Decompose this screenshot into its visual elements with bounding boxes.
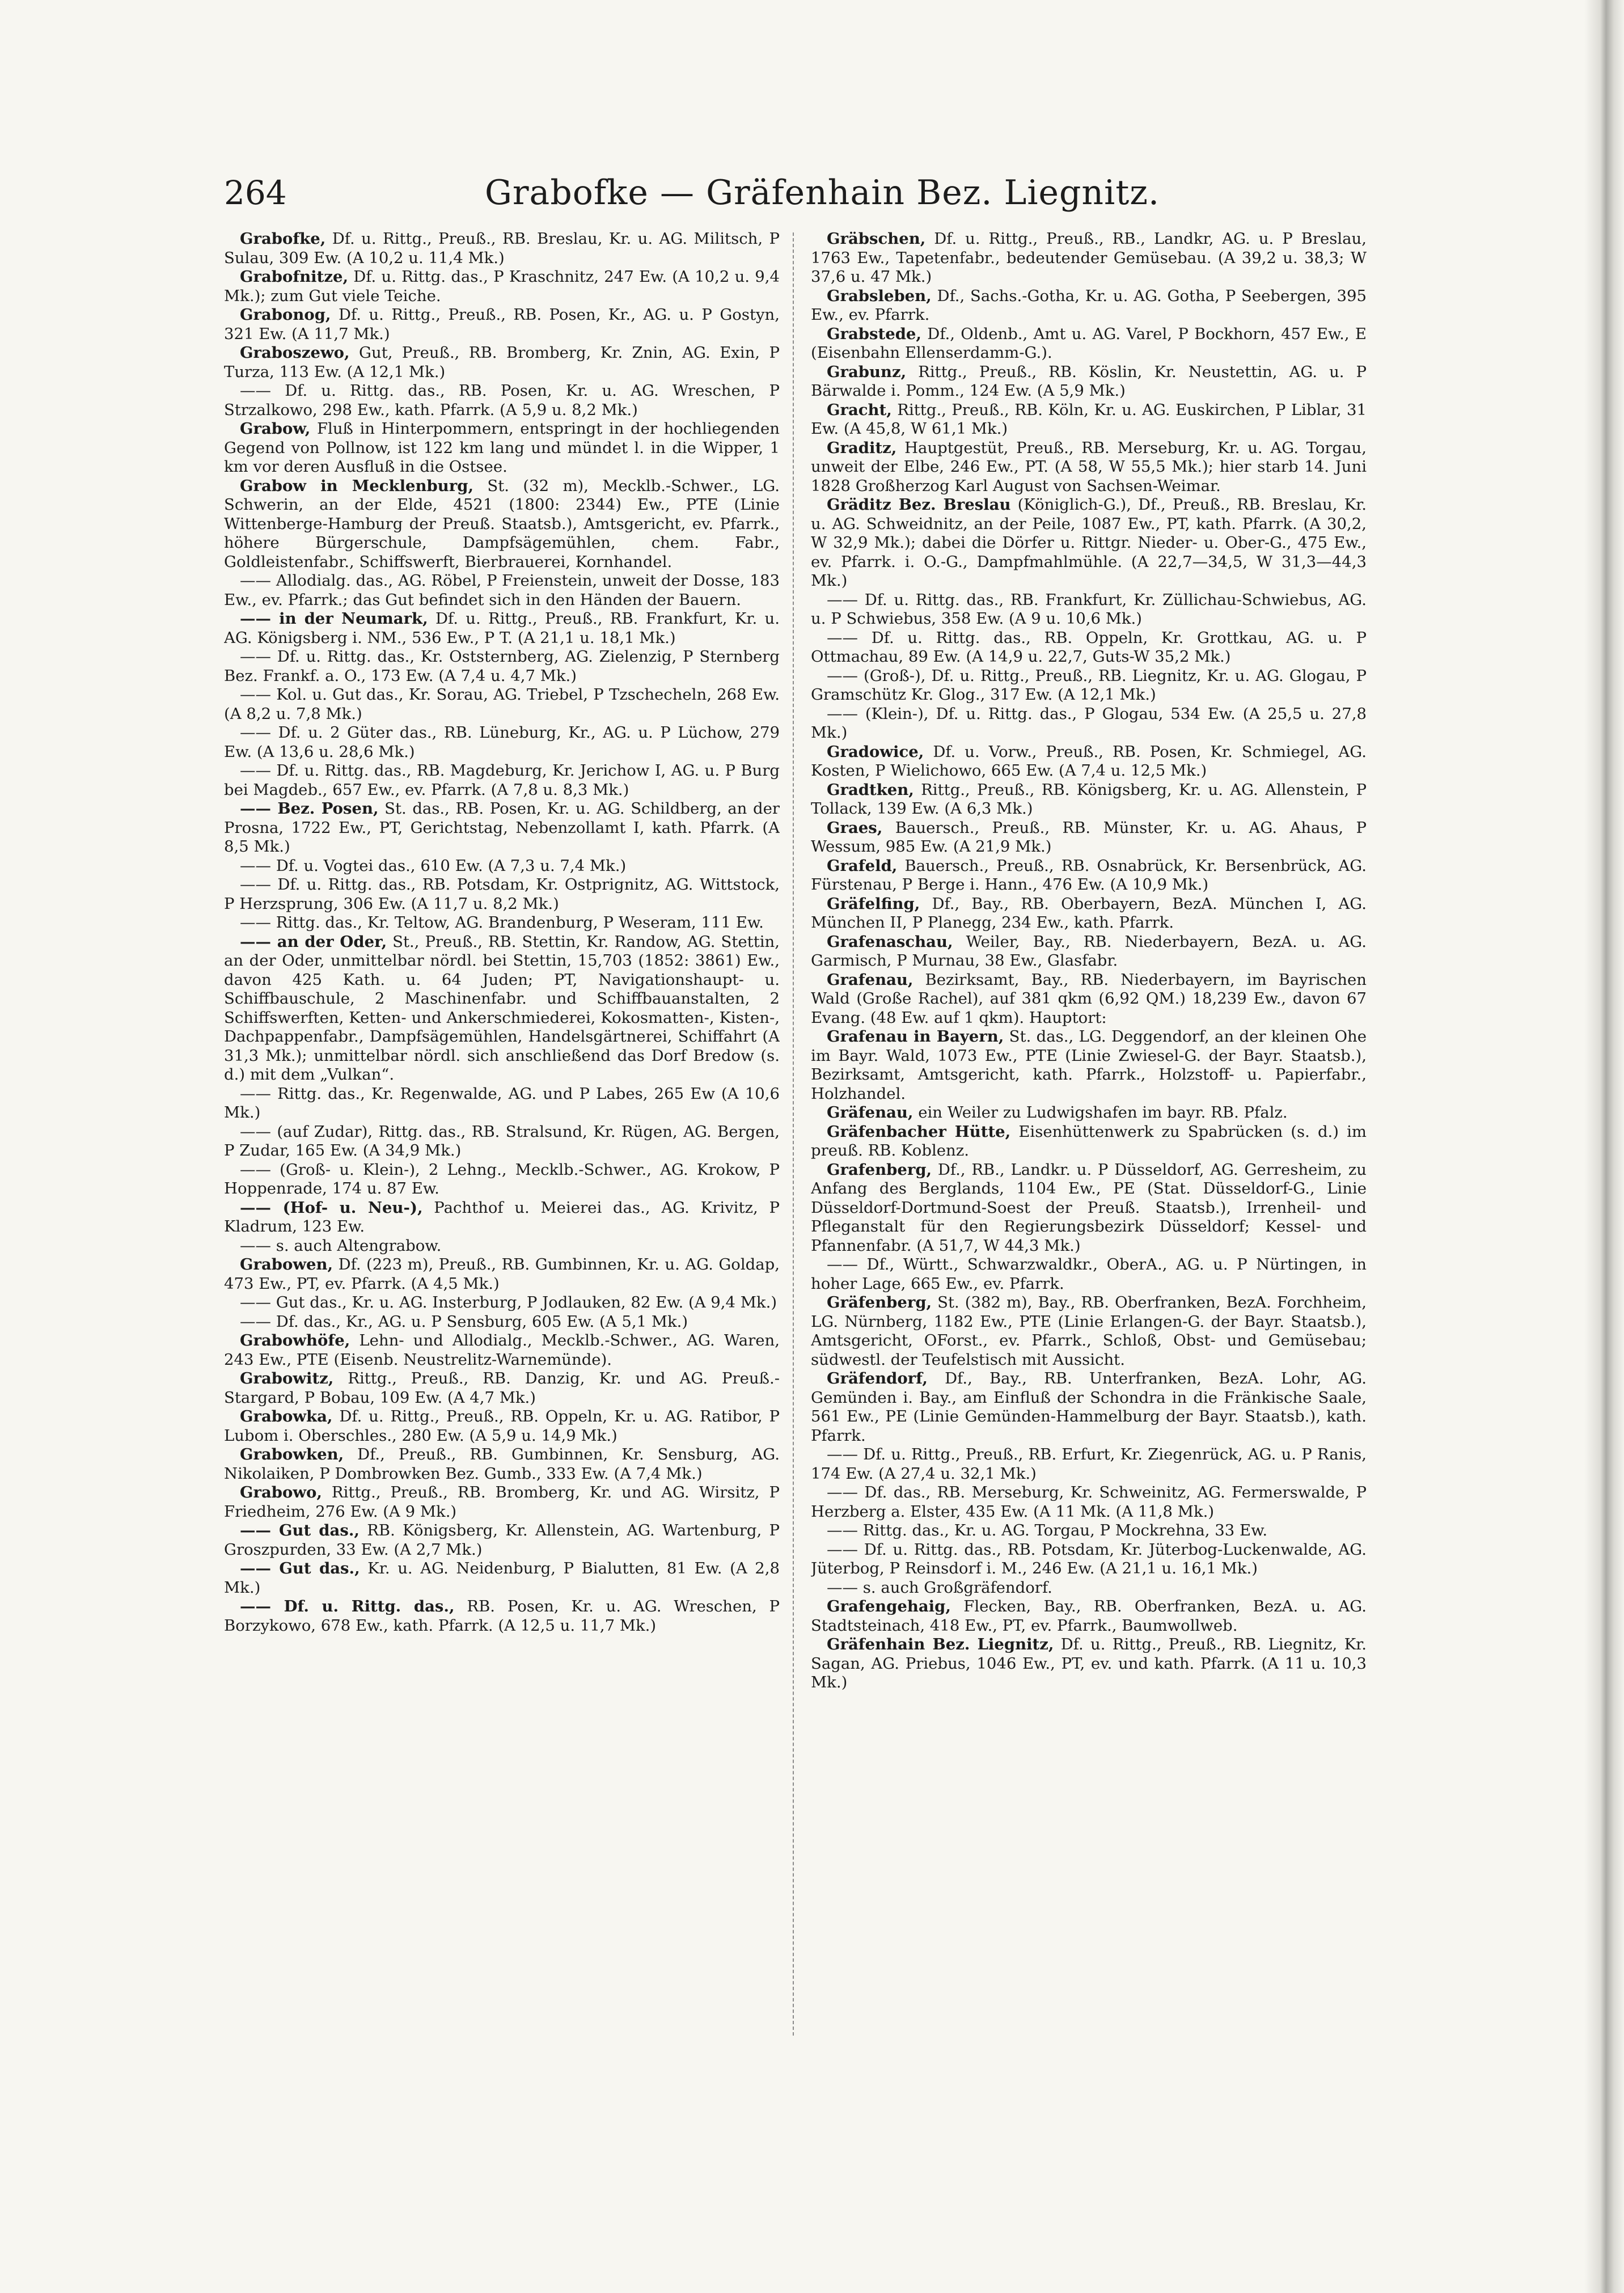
- dictionary-entry: [224, 1255, 780, 1293]
- entry-text: Df. u. Rittg., Preuß., RB. Oppeln, Kr. u. AG. Ratibor, P Lubom i. Oberschles., 280 Ew. (A 5,9 u. 14,9 Mk.): [224, 1407, 780, 1445]
- dictionary-entry: [811, 1483, 1367, 1521]
- entry-headword: —— Bez. Posen,: [240, 799, 379, 818]
- dictionary-entry: [811, 1597, 1367, 1635]
- entry-text: Lehn- und Allodialg., Mecklb.-Schwer., AG. Waren, 243 Ew., PTE (Eisenb. Neustrelitz-Warnemünde).: [224, 1331, 780, 1369]
- entry-text: —— Df., Württ., Schwarzwaldkr., OberA., AG. u. P Nürtingen, in hoher Lage, 665 Ew., ev. Pfarrk.: [811, 1255, 1367, 1293]
- entry-text: Df. u. Rittg., Preuß., RB. Breslau, Kr. u. AG. Militsch, P Sulau, 309 Ew. (A 10,2 u. 11,4 Mk.): [224, 230, 780, 267]
- column-divider: [793, 232, 794, 2036]
- entry-text: —— Df. u. Rittg., Preuß., RB. Erfurt, Kr. Ziegenrück, AG. u. P Ranis, 174 Ew. (A 27,4 u. 32,1 Mk.): [811, 1445, 1367, 1483]
- entry-headword: Grafengehaig,: [827, 1597, 951, 1615]
- dictionary-entry: [224, 268, 780, 306]
- dictionary-entry: [811, 496, 1367, 591]
- entry-text: —— Df. u. Vogtei das., 610 Ew. (A 7,3 u. 7,4 Mk.): [240, 856, 627, 875]
- dictionary-entry: [811, 971, 1367, 1028]
- dictionary-entry: [811, 895, 1367, 933]
- entry-headword: Gräfenberg,: [827, 1293, 932, 1312]
- entry-text: St. das., LG. Deggendorf, an der kleinen Ohe im Bayr. Wald, 1073 Ew., PTE (Linie Zwiesel-G. der Bayr. Staatsb.), Bezirksamt, Amtsgericht, kath. Pfarrk., Holzstoff- u. Papierfabr., Holzhandel.: [811, 1027, 1367, 1103]
- entry-text: Rittg., Preuß., RB. Köslin, Kr. Neustettin, AG. u. P Bärwalde i. Pomm., 124 Ew. (A 5,9 Mk.): [811, 362, 1367, 400]
- dictionary-entry: [224, 382, 780, 420]
- entry-headword: Grafeld,: [827, 856, 898, 875]
- dictionary-entry: [811, 1103, 1367, 1123]
- entry-text: —— Df. u. Rittg. das., RB. Oppeln, Kr. Grottkau, AG. u. P Ottmachau, 89 Ew. (A 14,9 u. 22,7, Guts-W 35,2 Mk.): [811, 628, 1367, 666]
- entry-text: —— Df. das., RB. Merseburg, Kr. Schweinitz, AG. Fermerswalde, P Herzberg a. Elster, 435 Ew. (A 11 Mk. (A 11,8 Mk.): [811, 1483, 1367, 1521]
- dictionary-entry: [811, 1255, 1367, 1293]
- entry-text: Df., Sachs.-Gotha, Kr. u. AG. Gotha, P Seebergen, 395 Ew., ev. Pfarrk.: [811, 286, 1367, 324]
- dictionary-entry: [811, 743, 1367, 781]
- entry-headword: —— (Hof- u. Neu-),: [240, 1198, 423, 1217]
- entry-text: Rittg., Preuß., RB. Köln, Kr. u. AG. Euskirchen, P Liblar, 31 Ew. (A 45,8, W 61,1 Mk.): [811, 400, 1367, 438]
- dictionary-entry: [224, 1483, 780, 1521]
- dictionary-entry: [224, 1161, 780, 1199]
- dictionary-entry: [224, 610, 780, 648]
- entry-headword: Grabstede,: [827, 324, 922, 343]
- dictionary-entry: [811, 1123, 1367, 1161]
- dictionary-entry: [811, 781, 1367, 819]
- entry-text: Df., Oldenb., Amt u. AG. Varel, P Bockhorn, 457 Ew., E (Eisenbahn Ellenserdamm-G.).: [811, 324, 1367, 362]
- dictionary-entry: [811, 1445, 1367, 1483]
- entry-headword: —— Gut das.,: [240, 1521, 360, 1539]
- entry-headword: Grabunz,: [827, 362, 907, 381]
- dictionary-entry: [224, 875, 780, 913]
- entry-headword: Gräfenbacher Hütte,: [827, 1122, 1011, 1141]
- entry-text: Weiler, Bay., RB. Niederbayern, BezA. u. AG. Garmisch, P Murnau, 38 Ew., Glasfabr.: [811, 932, 1367, 970]
- entry-headword: Grabowen,: [240, 1255, 333, 1274]
- entry-text: —— Df. u. Rittg. das., RB. Posen, Kr. u. AG. Wreschen, P Strzalkowo, 298 Ew., kath. Pfarrk. (A 5,9 u. 8,2 Mk.): [224, 382, 780, 419]
- entry-text: Df. u. Rittg., Preuß., RB. Frankfurt, Kr. u. AG. Königsberg i. NM., 536 Ew., P T. (A 21,1 u. 18,1 Mk.): [224, 610, 780, 647]
- dictionary-entry: [224, 1199, 780, 1237]
- entry-headword: Gräditz Bez. Breslau: [827, 496, 1011, 514]
- entry-headword: Gradtken,: [827, 780, 914, 799]
- entry-text: RB. Posen, Kr. u. AG. Wreschen, P Borzykowo, 678 Ew., kath. Pfarrk. (A 12,5 u. 11,7 Mk.): [224, 1597, 780, 1635]
- entry-text: —— (Klein-), Df. u. Rittg. das., P Glogau, 534 Ew. (A 25,5 u. 27,8 Mk.): [811, 704, 1367, 742]
- dictionary-entry: [811, 363, 1367, 401]
- entry-headword: Grabofnitze,: [240, 268, 349, 286]
- entry-text: Bauersch., Preuß., RB. Osnabrück, Kr. Bersenbrück, AG. Fürstenau, P Berge i. Hann., 476 Ew. (A 10,9 Mk.): [811, 856, 1367, 894]
- entry-text: —— Kol. u. Gut das., Kr. Sorau, AG. Triebel, P Tzschecheln, 268 Ew. (A 8,2 u. 7,8 Mk.): [224, 686, 780, 723]
- dictionary-entry: [811, 705, 1367, 743]
- entry-headword: Grabofke,: [240, 230, 326, 248]
- dictionary-entry: [224, 799, 780, 857]
- entry-headword: Grabow in Mecklenburg,: [240, 476, 474, 495]
- dictionary-entry: [811, 1027, 1367, 1103]
- dictionary-entry: [811, 439, 1367, 496]
- entry-text: Gut, Preuß., RB. Bromberg, Kr. Znin, AG. Exin, P Turza, 113 Ew. (A 12,1 Mk.): [224, 344, 780, 381]
- dictionary-entry: [811, 1635, 1367, 1693]
- entry-headword: Graditz,: [827, 438, 897, 457]
- dictionary-entry: [224, 1331, 780, 1369]
- dictionary-entry: [224, 686, 780, 724]
- dictionary-entry: [224, 1445, 780, 1483]
- entry-text: —— Df. u. Rittg. das., RB. Potsdam, Kr. Jüterbog-Luckenwalde, AG. Jüterbog, P Reinsdorf i. M., 246 Ew. (A 21,1 u. 16,1 Mk.): [811, 1540, 1367, 1577]
- entry-text: Df., Bay., RB. Oberbayern, BezA. München I, AG. München II, P Planegg, 234 Ew., kath. Pfarrk.: [811, 894, 1367, 932]
- page-number: 264: [224, 174, 287, 212]
- entry-text: RB. Königsberg, Kr. Allenstein, AG. Wartenburg, P Groszpurden, 33 Ew. (A 2,7 Mk.): [224, 1521, 780, 1559]
- dictionary-entry: [811, 1161, 1367, 1256]
- entry-text: —— Rittg. das., Kr. Teltow, AG. Brandenburg, P Weseram, 111 Ew.: [240, 913, 764, 932]
- dictionary-entry: [224, 913, 780, 933]
- entry-headword: Gräfenhain Bez. Liegnitz,: [827, 1635, 1054, 1653]
- entry-headword: Grabowitz,: [240, 1369, 334, 1387]
- dictionary-entry: [811, 819, 1367, 857]
- entry-text: —— Gut das., Kr. u. AG. Insterburg, P Jodlauken, 82 Ew. (A 9,4 Mk.): [240, 1293, 777, 1312]
- entry-text: —— (auf Zudar), Rittg. das., RB. Stralsund, Kr. Rügen, AG. Bergen, P Zudar, 165 Ew. (A 34,9 Mk.): [224, 1122, 780, 1160]
- dictionary-entry: [224, 648, 780, 686]
- running-title: Grabofke — Gräfenhain Bez. Liegnitz.: [484, 173, 1160, 213]
- entry-text: —— Df. u. Rittg. das., Kr. Oststernberg, AG. Zielenzig, P Sternberg Bez. Frankf. a. O., 173 Ew. (A 7,4 u. 4,7 Mk.): [224, 648, 780, 685]
- dictionary-entry: [811, 933, 1367, 971]
- entry-text: Df. u. Rittg., Preuß., RB. Posen, Kr., AG. u. P Gostyn, 321 Ew. (A 11,7 Mk.): [224, 306, 780, 343]
- entry-text: Eisenhüttenwerk zu Spabrücken (s. d.) im preuß. RB. Koblenz.: [811, 1122, 1367, 1160]
- entry-headword: Grabonog,: [240, 306, 331, 324]
- entry-text: ein Weiler zu Ludwigshafen im bayr. RB. Pfalz.: [913, 1103, 1288, 1122]
- dictionary-entry: [224, 724, 780, 761]
- entry-text: Rittg., Preuß., RB. Bromberg, Kr. und AG. Wirsitz, P Friedheim, 276 Ew. (A 9 Mk.): [224, 1483, 780, 1521]
- dictionary-entry: [224, 1559, 780, 1597]
- dictionary-entry: [224, 1521, 780, 1559]
- entry-headword: Gräfendorf,: [827, 1369, 928, 1387]
- entry-text: —— Rittg. das., Kr. u. AG. Torgau, P Mockrehna, 33 Ew.: [827, 1521, 1268, 1539]
- page-edge-shadow: [1584, 0, 1624, 2293]
- dictionary-entry: [224, 1293, 780, 1313]
- entry-headword: —— an der Oder,: [240, 932, 387, 951]
- dictionary-entry: [224, 1085, 780, 1123]
- dictionary-entry: [811, 1369, 1367, 1445]
- dictionary-entry: [224, 420, 780, 477]
- entry-text: Df. u. Rittg. das., P Kraschnitz, 247 Ew. (A 10,2 u. 9,4 Mk.); zum Gut viele Teiche.: [224, 268, 780, 305]
- entry-text: Flecken, Bay., RB. Oberfranken, BezA. u. AG. Stadtsteinach, 418 Ew., PT, ev. Pfarrk., Baumwollweb.: [811, 1597, 1367, 1635]
- dictionary-entry: [811, 325, 1367, 363]
- dictionary-entry: [811, 629, 1367, 667]
- entry-text: Df., Bay., RB. Unterfranken, BezA. Lohr, AG. Gemünden i. Bay., am Einfluß der Schondra in die Fränkische Saale, 561 Ew., PE (Linie Gemünden-Hammelburg der Bayr. Staatsb.), kath. Pfarrk.: [811, 1369, 1367, 1445]
- entry-headword: Gräfelfing,: [827, 894, 920, 913]
- entry-text: Df. u. Vorw., Preuß., RB. Posen, Kr. Schmiegel, AG. Kosten, P Wielichowo, 665 Ew. (A 7,4 u. 12,5 Mk.): [811, 742, 1367, 780]
- entry-text: Bezirksamt, Bay., RB. Niederbayern, im Bayrischen Wald (Große Rachel), auf 381 qkm (6,92 QM.) 18,239 Ew., davon 67 Evang. (48 Ew. auf 1 qkm). Hauptort:: [811, 970, 1367, 1027]
- entry-headword: Grafenberg,: [827, 1160, 932, 1179]
- entry-text: Df. u. Rittg., Preuß., RB. Liegnitz, Kr. Sagan, AG. Priebus, 1046 Ew., PT, ev. und kath. Pfarrk. (A 11 u. 10,3 Mk.): [811, 1635, 1367, 1691]
- entry-text: Fluß in Hinterpommern, entspringt in der hochliegenden Gegend von Pollnow, ist 122 km lang und mündet l. in die Wipper, 1 km vor deren Ausfluß in die Ostsee.: [224, 420, 780, 476]
- entry-text: Pachthof u. Meierei das., AG. Krivitz, P Kladrum, 123 Ew.: [224, 1198, 780, 1236]
- dictionary-entry: [811, 857, 1367, 895]
- entry-text: —— Df. u. 2 Güter das., RB. Lüneburg, Kr., AG. u. P Lüchow, 279 Ew. (A 13,6 u. 28,6 Mk.): [224, 724, 780, 761]
- entry-headword: Grabowo,: [240, 1483, 322, 1501]
- entry-headword: Graes,: [827, 818, 883, 837]
- entry-text: St., Preuß., RB. Stettin, Kr. Randow, AG. Stettin, an der Oder, unmittelbar nördl. bei Stettin, 15,703 (1852: 3861) Ew., davon 425 Kath. u. 64 Juden; PT, Navigationshaupt- u. Schiffbauschule, 2 Maschinenfabr. und Schiffbauanstalten, 2 Schiffswerften, Ketten- und Ankerschmiederei, Kokosmatten-, Kisten-, Dachpappenfabr., Dampfsägemühlen, Handelsgärtnerei, Schiffahrt (A 31,3 Mk.); unmittelbar nördl. sich anschließend das Dorf Bredow (s. d.) mit dem „Vulkan“.: [224, 932, 780, 1084]
- entry-headword: —— Df. u. Rittg. das.,: [240, 1597, 455, 1615]
- entry-text: St. (32 m), Mecklb.-Schwer., LG. Schwerin, an der Elde, 4521 (1800: 2344) Ew., PTE (Linie Wittenberge-Hamburg der Preuß. Staatsb.), Amtsgericht, ev. Pfarrk., höhere Bürgerschule, Dampfsägemühlen, chem. Fabr., Goldleistenfabr., Schiffswerft, Bierbrauerei, Kornhandel.: [224, 476, 780, 571]
- entry-headword: Grafenau in Bayern,: [827, 1027, 1004, 1046]
- entry-text: —— Allodialg. das., AG. Röbel, P Freienstein, unweit der Dosse, 183 Ew., ev. Pfarrk.; das Gut befindet sich in den Händen der Bauern.: [224, 572, 780, 609]
- dictionary-entry: [811, 230, 1367, 287]
- entry-headword: Graboszewo,: [240, 344, 350, 362]
- entry-headword: Gräbschen,: [827, 230, 926, 248]
- dictionary-entry: [811, 1541, 1367, 1579]
- entry-headword: Grabowka,: [240, 1407, 333, 1425]
- dictionary-entry: [811, 591, 1367, 629]
- entry-text: St. das., RB. Posen, Kr. u. AG. Schildberg, an der Prosna, 1722 Ew., PT, Gerichtstag, Nebenzollamt I, kath. Pfarrk. (A 8,5 Mk.): [224, 799, 780, 856]
- dictionary-entry: [224, 1369, 780, 1407]
- dictionary-entry: [224, 1597, 780, 1635]
- page-header: [224, 170, 1420, 221]
- entry-text: Df., Preuß., RB. Gumbinnen, Kr. Sensburg, AG. Nikolaiken, P Dombrowken Bez. Gumb., 333 Ew. (A 7,4 Mk.): [224, 1445, 780, 1483]
- dictionary-entry: [224, 344, 780, 382]
- entry-text: Rittg., Preuß., RB. Königsberg, Kr. u. AG. Allenstein, P Tollack, 139 Ew. (A 6,3 Mk.): [811, 780, 1367, 818]
- entry-text: —— Rittg. das., Kr. Regenwalde, AG. und P Labes, 265 Ew (A 10,6 Mk.): [224, 1084, 780, 1122]
- dictionary-entry: [224, 1313, 780, 1332]
- entry-text: Rittg., Preuß., RB. Danzig, Kr. und AG. Preuß.-Stargard, P Bobau, 109 Ew. (A 4,7 Mk.): [224, 1369, 780, 1407]
- dictionary-entry: [224, 230, 780, 268]
- entry-text: —— s. auch Altengrabow.: [240, 1236, 442, 1255]
- entry-headword: Grabowhöfe,: [240, 1331, 350, 1349]
- entry-text: —— (Groß-), Df. u. Rittg., Preuß., RB. Liegnitz, Kr. u. AG. Glogau, P Gramschütz Kr. Glog., 317 Ew. (A 12,1 Mk.): [811, 666, 1367, 704]
- entry-text: Df. (223 m), Preuß., RB. Gumbinnen, Kr. u. AG. Goldap, 473 Ew., PT, ev. Pfarrk. (A 4,5 Mk.): [224, 1255, 780, 1293]
- dictionary-entry: [224, 306, 780, 344]
- entry-text: (Königlich-G.), Df., Preuß., RB. Breslau, Kr. u. AG. Schweidnitz, an der Peile, 1087 Ew., PT, kath. Pfarrk. (A 30,2, W 32,9 Mk.); dabei die Dörfer u. Rittgr. Nieder- u. Ober-G., 475 Ew., ev. Pfarrk. i. O.-G., Dampfmahlmühle. (A 22,7—34,5, W 31,3—44,3 Mk.): [811, 496, 1367, 590]
- dictionary-entry: [224, 933, 780, 1085]
- entry-text: Bauersch., Preuß., RB. Münster, Kr. u. AG. Ahaus, P Wessum, 985 Ew. (A 21,9 Mk.): [811, 818, 1367, 856]
- entry-headword: —— in der Neumark,: [240, 610, 428, 628]
- entry-headword: Grabsleben,: [827, 286, 932, 305]
- dictionary-entry: [224, 1237, 780, 1256]
- dictionary-entry: [224, 857, 780, 876]
- entry-text: —— Df. u. Rittg. das., RB. Potsdam, Kr. Ostprignitz, AG. Wittstock, P Herzsprung, 306 Ew. (A 11,7 u. 8,2 Mk.): [224, 875, 780, 913]
- entry-headword: Gräfenau,: [827, 1103, 914, 1122]
- dictionary-entry: [811, 667, 1367, 705]
- dictionary-entry: [224, 572, 780, 610]
- dictionary-entry: [224, 1407, 780, 1445]
- entry-text: Kr. u. AG. Neidenburg, P Bialutten, 81 Ew. (A 2,8 Mk.): [224, 1559, 780, 1597]
- entry-headword: Gradowice,: [827, 742, 924, 761]
- entry-headword: Grabow,: [240, 420, 311, 438]
- dictionary-entry: [811, 1293, 1367, 1369]
- entry-text: Hauptgestüt, Preuß., RB. Merseburg, Kr. u. AG. Torgau, unweit der Elbe, 246 Ew., PT. (A 58, W 55,5 Mk.); hier starb 14. Juni 1828 Großherzog Karl August von Sachsen-Weimar.: [811, 438, 1367, 495]
- right-column: [811, 230, 1367, 2044]
- left-column: [224, 230, 780, 2044]
- entry-text: Df., RB., Landkr. u. P Düsseldorf, AG. Gerresheim, zu Anfang des Berglands, 1104 Ew., PE (Stat. Düsseldorf-G., Linie Düsseldorf-Dortmund-Soest der Preuß. Staatsb.), Irrenheil- und Pfleganstalt für den Regierungsbezirk Düsseldorf; Kessel- und Pfannenfabr. (A 51,7, W 44,3 Mk.): [811, 1160, 1367, 1255]
- dictionary-entry: [224, 1123, 780, 1161]
- entry-headword: Grafenaschau,: [827, 932, 953, 951]
- entry-text: St. (382 m), Bay., RB. Oberfranken, BezA. Forchheim, LG. Nürnberg, 1182 Ew., PTE (Linie Erlangen-G. der Bayr. Staatsb.), Amtsgericht, OForst., ev. Pfarrk., Schloß, Obst- und Gemüsebau; südwestl. der Teufelstisch mit Aussicht.: [811, 1293, 1367, 1369]
- entry-headword: Grafenau,: [827, 970, 914, 989]
- dictionary-entry: [811, 287, 1367, 325]
- entry-headword: Gracht,: [827, 400, 892, 419]
- entry-text: —— Df. u. Rittg. das., RB. Magdeburg, Kr. Jerichow I, AG. u. P Burg bei Magdeb., 657 Ew., ev. Pfarrk. (A 7,8 u. 8,3 Mk.): [224, 761, 780, 799]
- entry-text: —— Df. das., Kr., AG. u. P Sensburg, 605 Ew. (A 5,1 Mk.): [240, 1312, 688, 1331]
- entry-text: Df. u. Rittg., Preuß., RB., Landkr, AG. u. P Breslau, 1763 Ew., Tapetenfabr., bedeutender Gemüsebau. (A 39,2 u. 38,3; W 37,6 u. 47 Mk.): [811, 230, 1367, 286]
- dictionary-entry: [224, 761, 780, 799]
- entry-text: —— s. auch Großgräfendorf.: [827, 1578, 1052, 1597]
- entry-headword: Grabowken,: [240, 1445, 344, 1463]
- dictionary-entry: [811, 401, 1367, 439]
- entry-headword: —— Gut das.,: [240, 1559, 360, 1577]
- dictionary-entry: [224, 477, 780, 572]
- entry-text: —— Df. u. Rittg. das., RB. Frankfurt, Kr. Züllichau-Schwiebus, AG. u. P Schwiebus, 358 Ew. (A 9 u. 10,6 Mk.): [811, 590, 1367, 628]
- dictionary-entry: [811, 1521, 1367, 1541]
- dictionary-entry: [811, 1579, 1367, 1598]
- entry-text: —— (Groß- u. Klein-), 2 Lehng., Mecklb.-Schwer., AG. Krokow, P Hoppenrade, 174 u. 87 Ew.: [224, 1160, 780, 1198]
